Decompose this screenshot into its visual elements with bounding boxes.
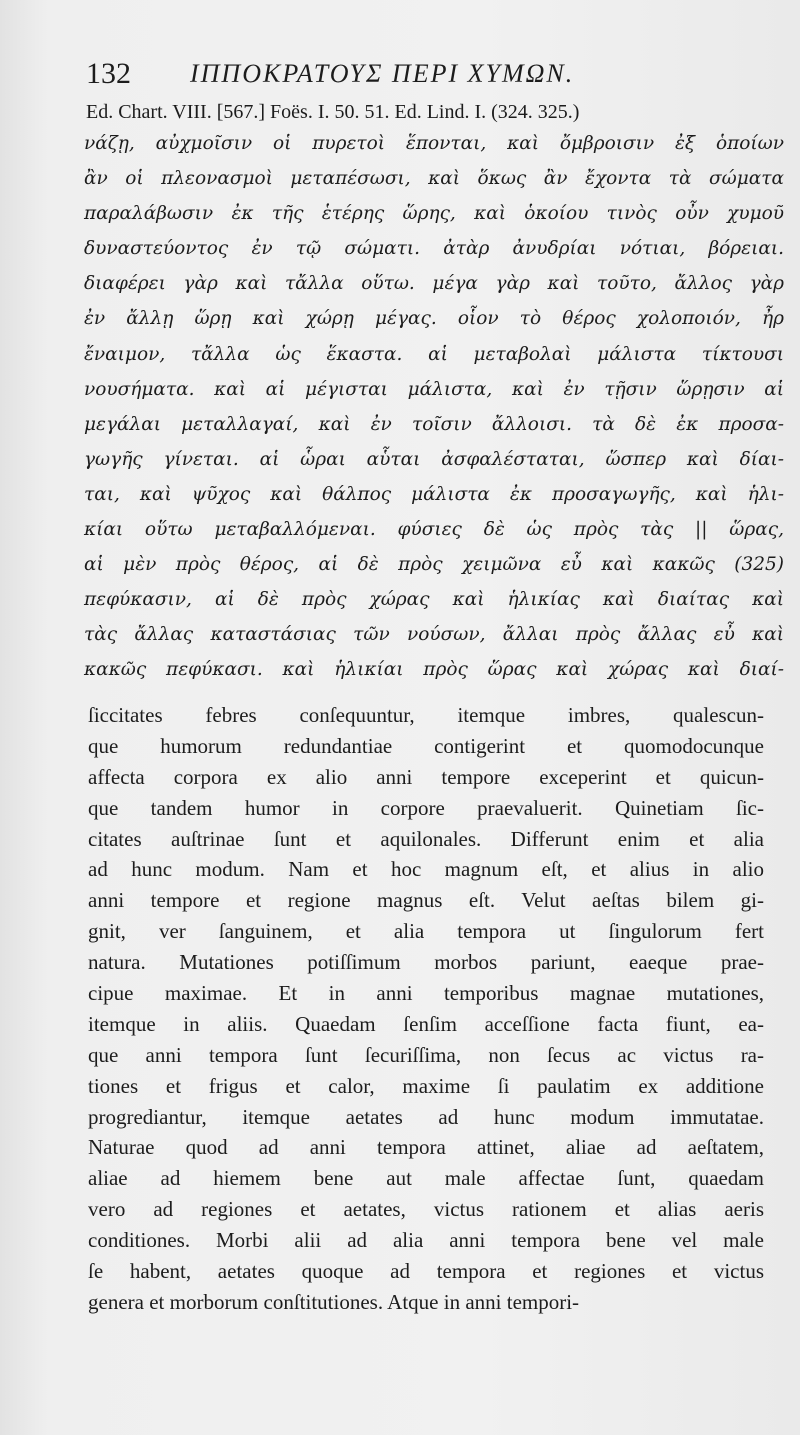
greek-line: γωγῆς γίνεται. αἱ ὧραι αὗται ἀσφαλέσταται, ὥσπερ καὶ δίαι- — [84, 448, 784, 470]
latin-line: citates auſtrinae ſunt et aquilonales. Differunt enim et alia — [88, 826, 764, 851]
latin-text-block — [88, 700, 764, 1318]
latin-line: progrediantur, itemque aetates ad hunc modum immutatae. — [88, 1104, 764, 1129]
greek-line: κακῶς πεφύκασι. καὶ ἡλικίαι πρὸς ὥρας καὶ χώρας καὶ διαί- — [84, 659, 784, 681]
latin-line: que anni tempora ſunt ſecuriſſima, non ſecus ac victus ra- — [88, 1042, 764, 1067]
latin-line: tiones et frigus et calor, maxime ſi paulatim ex additione — [88, 1073, 764, 1098]
greek-line: παραλάβωσιν ἐκ τῆς ἑτέρης ὥρης, καὶ ὁκοίου τινὸς οὖν χυμοῦ — [84, 203, 784, 225]
greek-line: κίαι οὕτω μεταβαλλόμεναι. φύσιες δὲ ὡς πρὸς τὰς || ὥρας, — [84, 519, 784, 541]
latin-line: que tandem humor in corpore praevaluerit. Quinetiam ſic- — [88, 795, 764, 820]
greek-line: ἂν οἱ πλεονασμοὶ μεταπέσωσι, καὶ ὅκως ἂν ἔχοντα τὰ σώματα — [84, 168, 784, 190]
latin-line: gnit, ver ſanguinem, et alia tempora ut ſingulorum fert — [88, 919, 764, 944]
greek-line: αἱ μὲν πρὸς θέρος, αἱ δὲ πρὸς χειμῶνα εὖ καὶ κακῶς (325) — [84, 554, 784, 576]
latin-line: vero ad regiones et aetates, victus rationem et alias aeris — [88, 1197, 764, 1222]
page-header — [86, 54, 766, 94]
greek-line: ται, καὶ ψῦχος καὶ θάλπος μάλιστα ἐκ προσαγωγῆς, καὶ ἡλι- — [84, 483, 784, 505]
latin-line: aliae ad hiemem bene aut male affectae ſunt, quaedam — [88, 1166, 764, 1191]
greek-line: ἐν ἄλλῃ ὥρῃ καὶ χώρῃ μέγας. οἷον τὸ θέρος χολοποιόν, ἦρ — [84, 308, 784, 330]
latin-line: que humorum redundantiae contigerint et quomodocunque — [88, 733, 764, 758]
latin-line: cipue maximae. Et in anni temporibus magnae mutationes, — [88, 981, 764, 1006]
page-number: 132 — [86, 57, 131, 90]
latin-line: ſiccitates febres conſequuntur, itemque imbres, qualescun- — [88, 703, 764, 727]
running-title: ΙΠΠΟΚΡΑΤΟΥΣ ΠΕΡΙ ΧΥΜΩΝ. — [190, 59, 575, 88]
greek-line: δυναστεύοντος ἐν τῷ σώματι. ἀτὰρ ἀνυδρίαι νότιαι, βόρειαι. — [84, 238, 784, 260]
latin-line: Naturae quod ad anni tempora attinet, aliae ad aeſtatem, — [88, 1135, 764, 1160]
latin-line: itemque in aliis. Quaedam ſenſim acceſſione facta fiunt, ea- — [88, 1011, 764, 1036]
greek-line: ἔναιμον, τἄλλα ὡς ἕκαστα. αἱ μεταβολαὶ μάλιστα τίκτουσι — [84, 343, 784, 365]
latin-line: ad hunc modum. Nam et hoc magnum eſt, et alius in alio — [88, 857, 764, 882]
greek-line: πεφύκασιν, αἱ δὲ πρὸς χώρας καὶ ἡλικίας καὶ διαίτας καὶ — [84, 589, 784, 611]
greek-line: τὰς ἄλλας καταστάσιας τῶν νούσων, ἄλλαι πρὸς ἄλλας εὖ καὶ — [84, 624, 784, 646]
latin-line: natura. Mutationes potiſſimum morbos pariunt, eaeque prae- — [88, 950, 764, 975]
latin-line: genera et morborum conſtitutiones. Atque in anni tempori- — [88, 1289, 580, 1314]
latin-line: conditiones. Morbi alii ad alia anni tempora bene vel male — [88, 1228, 764, 1253]
greek-line: νουσήματα. καὶ αἱ μέγισται μάλιστα, καὶ ἐν τῇσιν ὥρῃσιν αἱ — [84, 378, 784, 400]
greek-line: νάζῃ, αὐχμοῖσιν οἱ πυρετοὶ ἕπονται, καὶ ὄμβροισιν ἐξ ὁποίων — [84, 133, 784, 154]
greek-line: μεγάλαι μεταλλαγαί, καὶ ἐν τοῖσιν ἄλλοισι. τὰ δὲ ἐκ προσα- — [84, 413, 784, 435]
latin-line: anni tempore et regione magnus eſt. Velut aeſtas bilem gi- — [88, 888, 764, 913]
greek-line: διαφέρει γὰρ καὶ τἄλλα οὕτω. μέγα γὰρ καὶ τοῦτο, ἄλλος γὰρ — [84, 273, 784, 295]
latin-line: ſe habent, aetates quoque ad tempora et regiones et victus — [88, 1259, 764, 1284]
greek-text-block — [84, 126, 784, 688]
latin-line: affecta corpora ex alio anni tempore exceperint et quicun- — [88, 764, 764, 789]
edition-references: Ed. Chart. VIII. [567.] Foës. I. 50. 51. Ed. Lind. I. (324. 325.) — [86, 101, 580, 123]
